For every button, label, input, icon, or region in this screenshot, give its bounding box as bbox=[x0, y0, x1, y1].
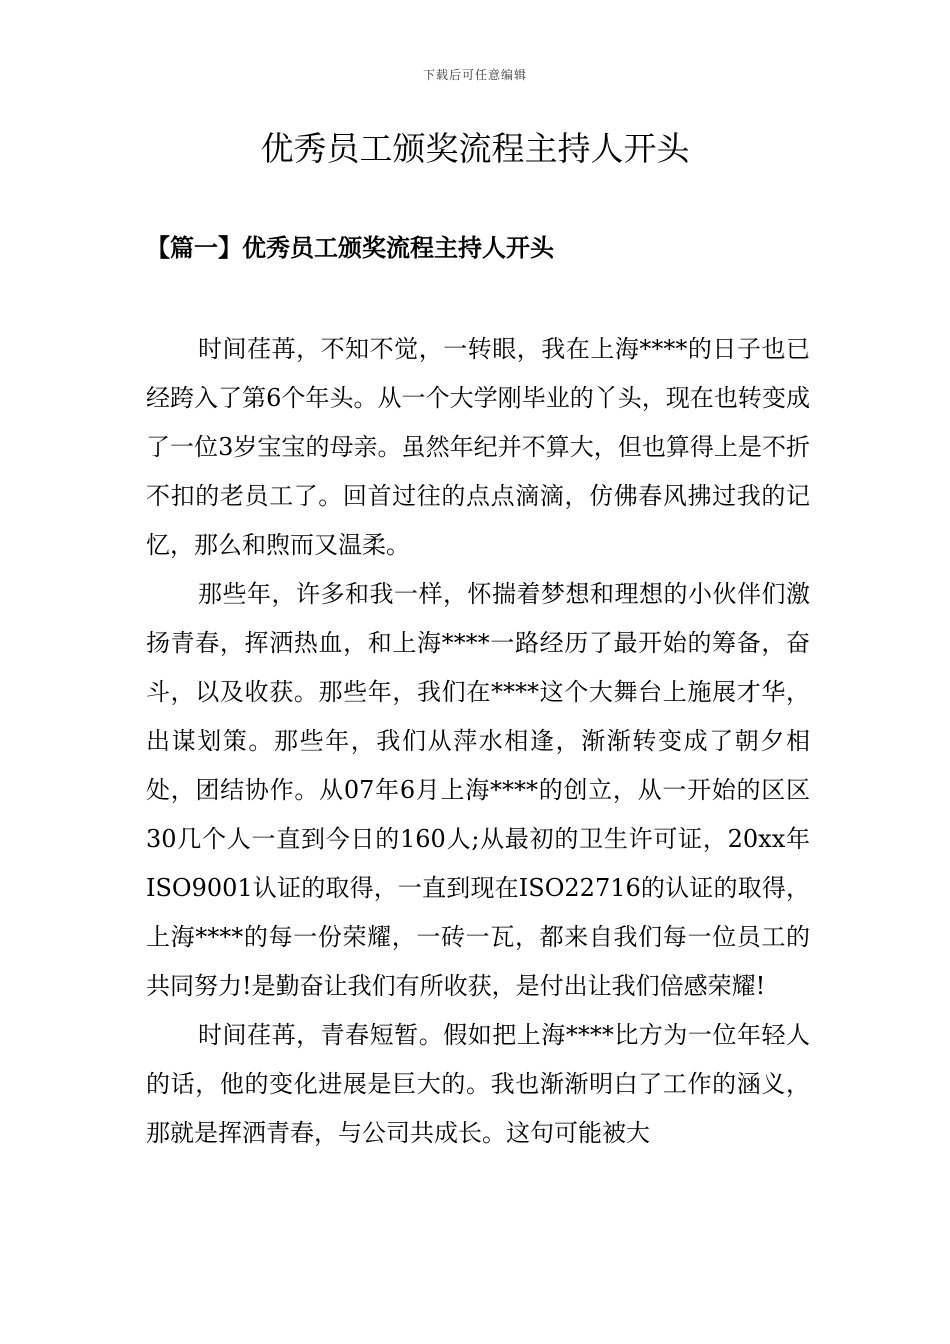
paragraph-1: 时间荏苒，不知不觉，一转眼，我在上海****的日子也已经跨入了第6个年头。从一个大学刚毕业的丫头，现在也转变成了一位3岁宝宝的母亲。虽然年纪并不算大，但也算得上是不折不扣的老员工了。回首过往的点点滴滴，仿佛春风拂过我的记忆，那么和煦而又温柔。 bbox=[146, 335, 810, 559]
document-body bbox=[146, 325, 810, 1158]
header-note: 下载后可任意编辑 bbox=[422, 68, 527, 82]
document-title: 优秀员工颁奖流程主持人开头 bbox=[260, 129, 690, 168]
paragraph-2: 那些年，许多和我一样，怀揣着梦想和理想的小伙伴们激扬青春，挥洒热血，和上海****一路经历了最开始的筹备，奋斗，以及收获。那些年，我们在****这个大舞台上施展才华，出谋划策。那些年，我们从萍水相逢，渐渐转变成了朝夕相处，团结协作。从07年6月上海****的创立，从一开始的区区30几个人一直到今日的160人;从最初的卫生许可证，20xx年ISO9001认证的取得，一直到现在ISO22716的认证的取得，上海****的每一份荣耀，一砖一瓦，都来自我们每一位员工的共同努力!是勤奋让我们有所收获，是付出让我们倍感荣耀! bbox=[146, 580, 810, 1000]
paragraph-3: 时间荏苒，青春短暂。假如把上海****比方为一位年轻人的话，他的变化进展是巨大的。我也渐渐明白了工作的涵义，那就是挥洒青春，与公司共成长。这句可能被大 bbox=[146, 1021, 810, 1147]
section-heading: 【篇一】优秀员工颁奖流程主持人开头 bbox=[146, 233, 554, 262]
